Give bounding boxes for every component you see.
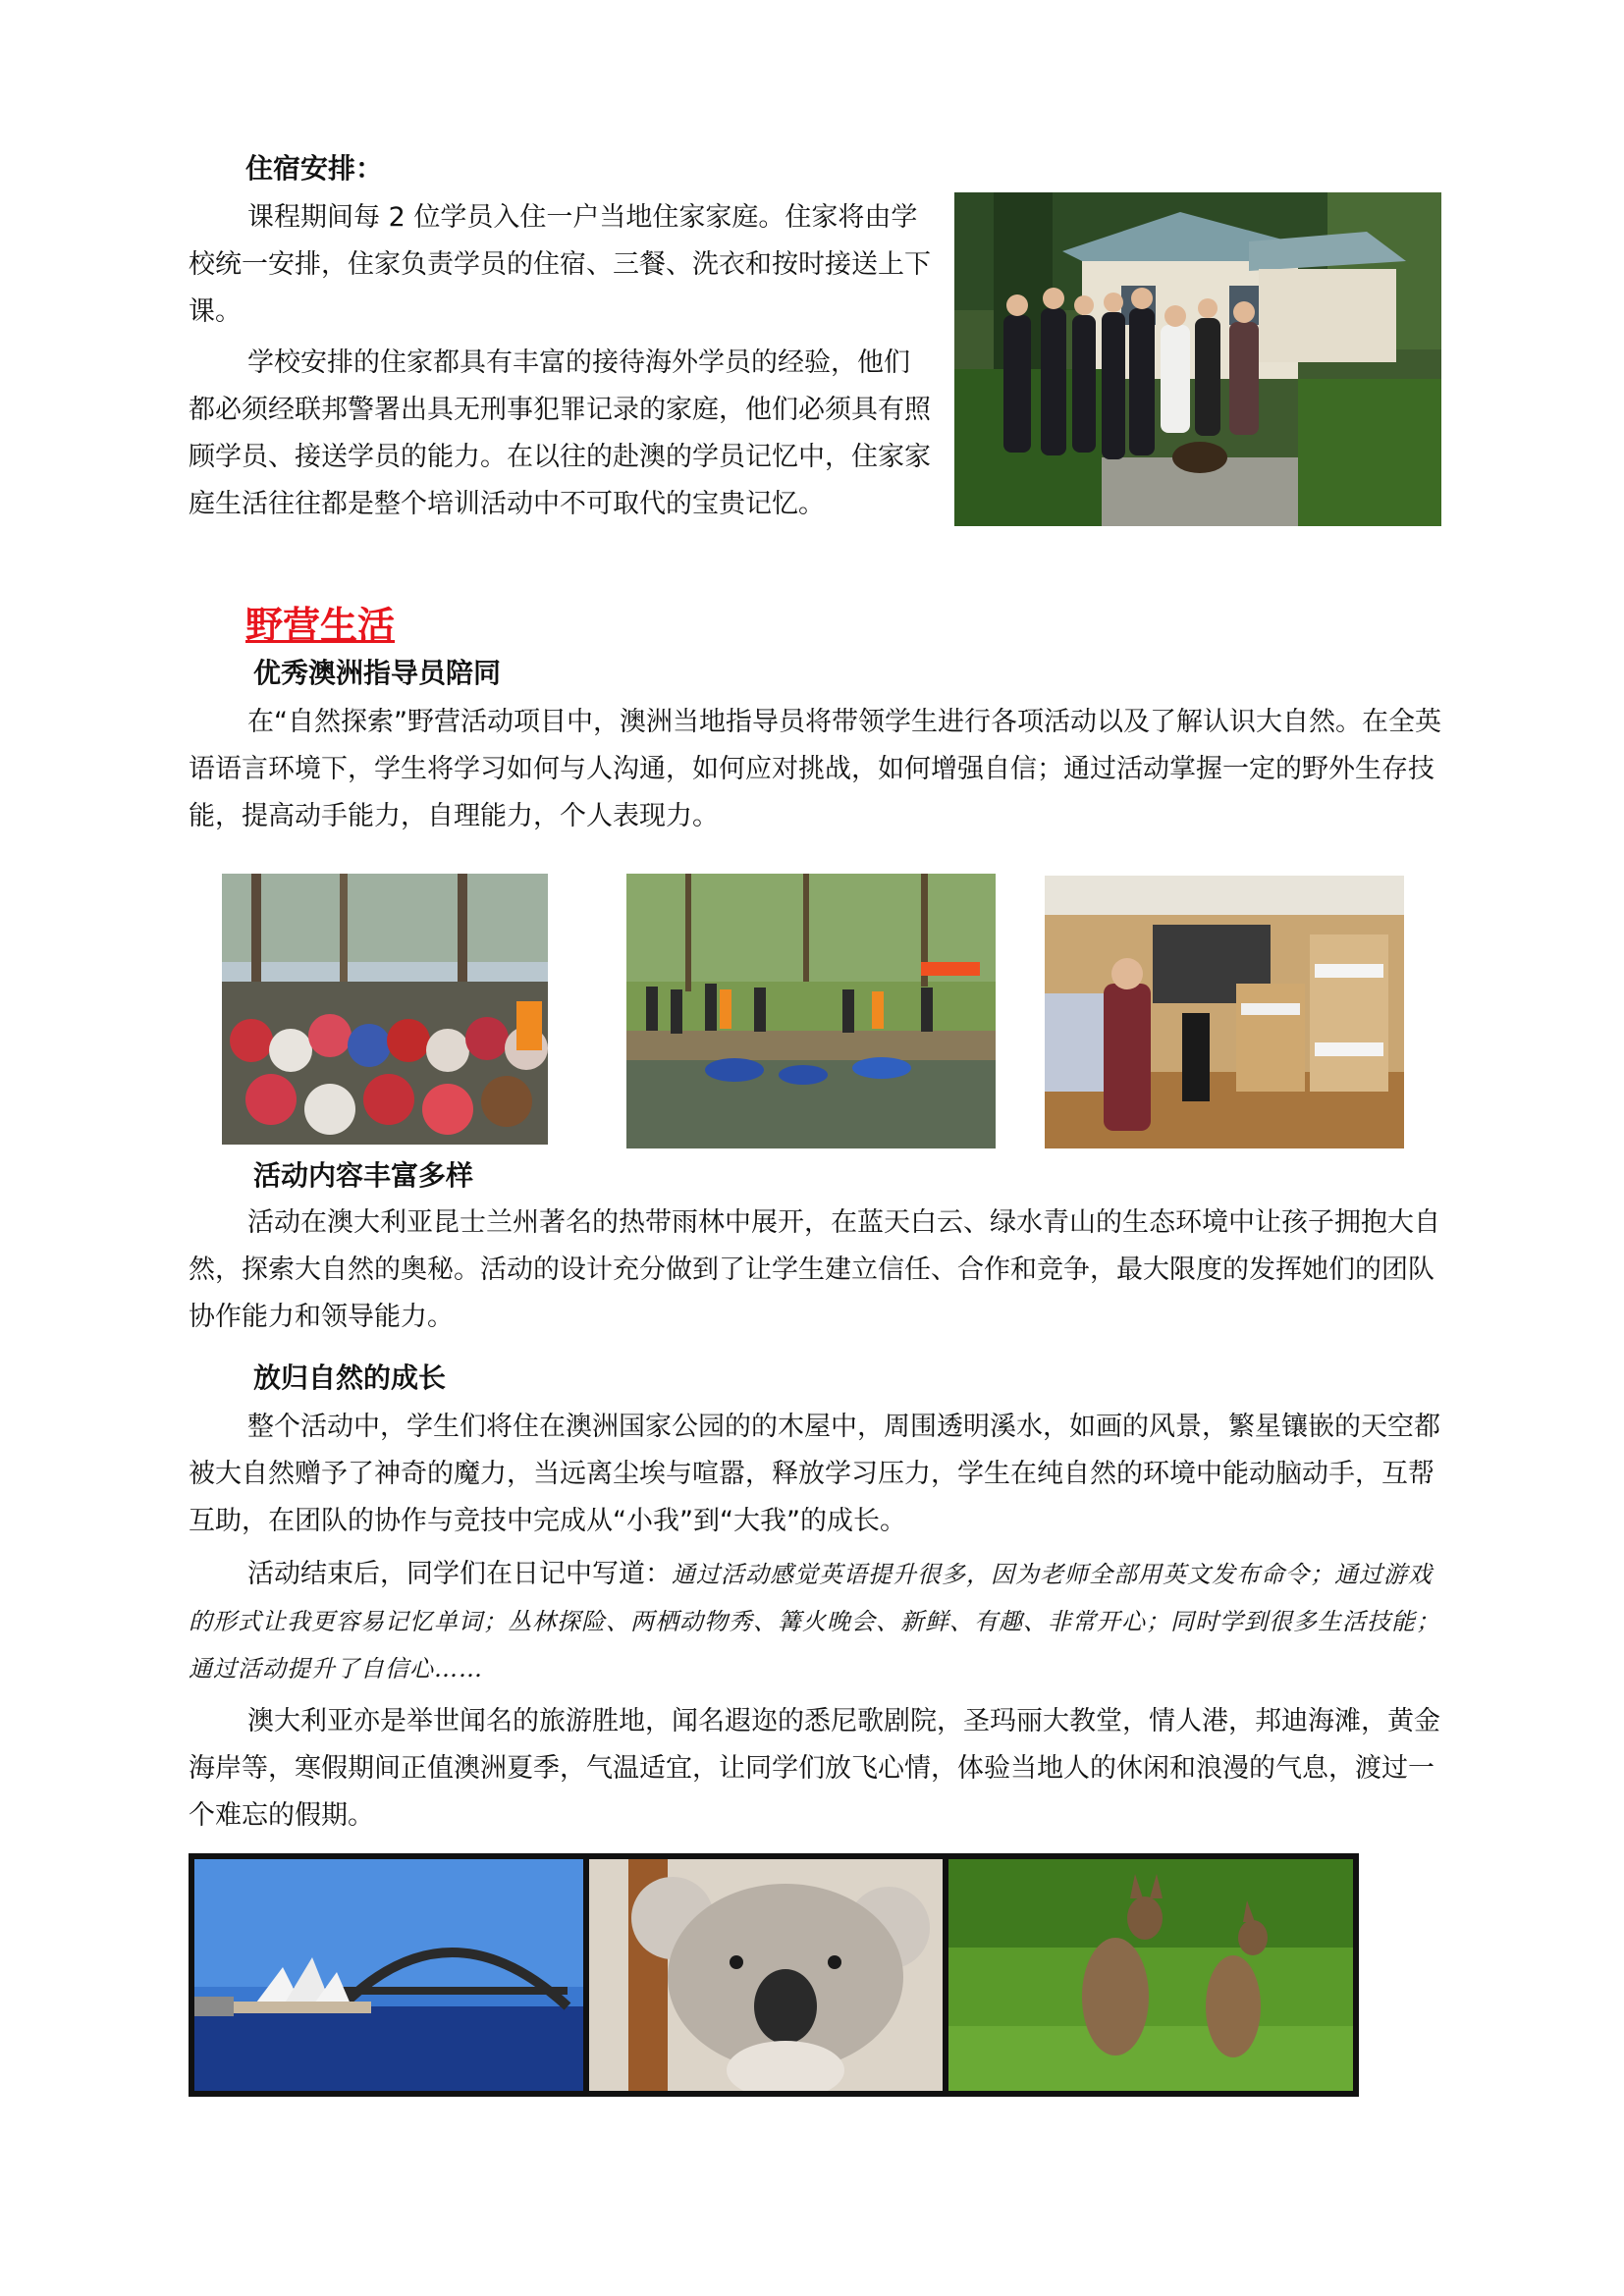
camp-para-2: 活动在澳大利亚昆士兰州著名的热带雨林中展开，在蓝天白云、绿水青山的生态环境中让孩子拥抱大自然，探索大自然的奥秘。活动的设计充分做到了让学生建立信任、合作和竞争，最大限度的发挥她们的团队协作能力和领导能力。 — [189, 1207, 1440, 1332]
camp-title: 野营生活 — [245, 604, 396, 647]
diary-quote: 通过活动感觉英语提升很多，因为老师全部用英文发布命令；通过游戏的形式让我更容易记忆单词；丛林探险、两栖动物秀、篝火晚会、新鲜、有趣、非常开心；同时学到很多生活技能；通过活动提升了自信心…… — [189, 1561, 1440, 1682]
camp-para-5: 澳大利亚亦是举世闻名的旅游胜地，闻名遐迩的悉尼歌剧院，圣玛丽大教堂，情人港，邦迪海滩，黄金海岸等，寒假期间正值澳洲夏季，气温适宜，让同学们放飞心情，体验当地人的休闲和浪漫的气息，渡过一个难忘的假期。 — [189, 1706, 1440, 1831]
diary-lead: 活动结束后，同学们在日记中写道： — [247, 1559, 672, 1589]
camp-para-4 — [189, 1551, 1441, 1692]
camp-para-1: 在“自然探索”野营活动项目中，澳洲当地指导员将带领学生进行各项活动以及了解认识大自然。在全英语语言环境下，学生将学习如何与人沟通，如何应对挑战，如何增强自信；通过活动掌握一定的野外生存技能，提高动手能力，自理能力，个人表现力。 — [189, 707, 1441, 831]
camp-text-1 — [189, 699, 1441, 840]
camp-subheading-1: 优秀澳洲指导员陪同 — [253, 657, 502, 689]
accommodation-para-1: 课程期间每 2 位学员入住一户当地住家家庭。住家将由学校统一安排，住家负责学员的住宿、三餐、洗衣和按时接送上下课。 — [189, 202, 931, 327]
koala-photo — [589, 1859, 943, 2091]
camp-text-2 — [189, 1200, 1441, 1341]
kangaroo-photo — [948, 1859, 1353, 2091]
homestay-family-photo — [954, 192, 1441, 526]
sydney-opera-house-photo — [194, 1859, 583, 2091]
camp-cabin-photo — [1045, 876, 1404, 1148]
camp-subheading-2: 活动内容丰富多样 — [253, 1159, 474, 1192]
camp-raft-photo — [626, 874, 996, 1148]
camp-para-3: 整个活动中，学生们将住在澳洲国家公园的的木屋中，周围透明溪水，如画的风景，繁星镶嵌的天空都被大自然赠予了神奇的魔力，当远离尘埃与喧嚣，释放学习压力，学生在纯自然的环境中能动脑动手，互帮互助，在团队的协作与竞技中完成从“小我”到“大我”的成长。 — [189, 1412, 1440, 1536]
camp-group-photo — [222, 874, 548, 1145]
accommodation-para-2: 学校安排的住家都具有丰富的接待海外学员的经验，他们都必须经联邦警署出具无刑事犯罪记录的家庭，他们必须具有照顾学员、接送学员的能力。在以往的赴澳的学员记忆中，住家家庭生活往往都是整个培训活动中不可取代的宝贵记忆。 — [189, 347, 931, 519]
camp-subheading-3: 放归自然的成长 — [253, 1362, 447, 1394]
accommodation-text — [189, 194, 933, 528]
camp-text-3 — [189, 1404, 1441, 1840]
landmark-photo-strip — [189, 1853, 1359, 2097]
accommodation-heading: 住宿安排： — [245, 152, 384, 185]
